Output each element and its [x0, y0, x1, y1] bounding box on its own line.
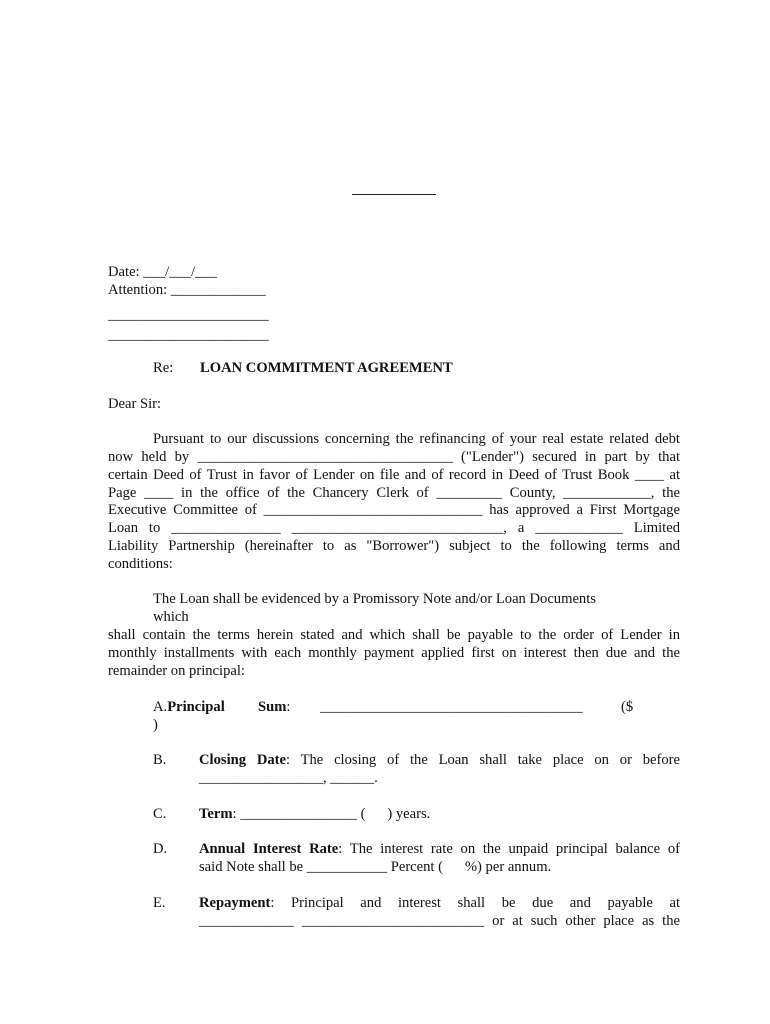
paragraph-line: remainder on principal: [108, 663, 245, 679]
term-c-title: Term [199, 806, 233, 822]
paragraph-line: shall contain the terms herein stated and which shall be payable to the order of Lender in [108, 627, 680, 643]
term-b-label: B. [153, 752, 167, 768]
term-a-colon: : [286, 699, 291, 715]
term-e [199, 894, 680, 912]
term-d-title: Annual Interest Rate [199, 841, 339, 857]
paragraph-line: The Loan shall be evidenced by a Promissory Note and/or Loan Documents [153, 591, 596, 607]
term-b-text: : The closing of the Loan shall take place on or before [286, 752, 680, 768]
term-c-label: C. [153, 806, 167, 822]
term-a-title: Principal [167, 699, 225, 715]
paragraph-line: Loan to _______________ _____________________________, a ____________ Limited [108, 520, 680, 536]
term-e-label: E. [153, 895, 166, 911]
term-c [199, 805, 430, 823]
term-a [153, 698, 225, 716]
term-e-line2: _____________ _________________________ or at such other place as the [199, 913, 680, 929]
paragraph-line: Pursuant to our discussions concerning the refinancing of your real estate related debt [153, 431, 680, 447]
attention-line: Attention: _____________ [108, 282, 266, 298]
salutation: Dear Sir: [108, 396, 162, 412]
term-a-title2 [258, 698, 290, 716]
paragraph-line: monthly installments with each monthly payment applied first on interest then due and the [108, 645, 680, 661]
address-line: ______________________ [108, 307, 269, 323]
re-label: Re: [153, 360, 174, 376]
address-line: ______________________ [108, 327, 269, 343]
term-d [199, 840, 680, 858]
term-a-blank: ____________________________________ [320, 699, 583, 715]
term-b-line2: _________________, ______. [199, 770, 378, 786]
term-a-line2: ) [153, 717, 158, 733]
term-a-title2-text: Sum [258, 699, 287, 715]
paragraph-line: Executive Committee of ______________________________ has approved a First Mortgage [108, 502, 680, 518]
term-a-label: A. [153, 699, 168, 715]
term-d-text: : The interest rate on the unpaid principal balance of [338, 841, 680, 857]
term-a-tail: ($ [621, 699, 634, 715]
paragraph-line: conditions: [108, 556, 173, 572]
term-b [199, 751, 680, 769]
term-e-title: Repayment [199, 895, 271, 911]
term-c-text: : ________________ ( ) years. [232, 806, 431, 822]
paragraph-line: which [153, 609, 189, 625]
term-d-label: D. [153, 841, 168, 857]
term-e-text: : Principal and interest shall be due and payable at [270, 895, 680, 911]
term-d-line2: said Note shall be ___________ Percent ( %) per annum. [199, 859, 552, 875]
paragraph-line: Page ____ in the office of the Chancery Clerk of _________ County, ____________, the [108, 485, 680, 501]
paragraph-line: certain Deed of Trust in favor of Lender on file and of record in Deed of Trust Book ____ at [108, 467, 680, 483]
term-b-title: Closing Date [199, 752, 287, 768]
paragraph-line: now held by ___________________________________ ("Lender") secured in part by that [108, 449, 680, 465]
paragraph-line: Liability Partnership (hereinafter to as "Borrower") subject to the following terms and [108, 538, 680, 554]
re-title: LOAN COMMITMENT AGREEMENT [200, 360, 453, 376]
date-line: Date: ___/___/___ [108, 264, 218, 280]
header-blank-line [352, 194, 436, 195]
